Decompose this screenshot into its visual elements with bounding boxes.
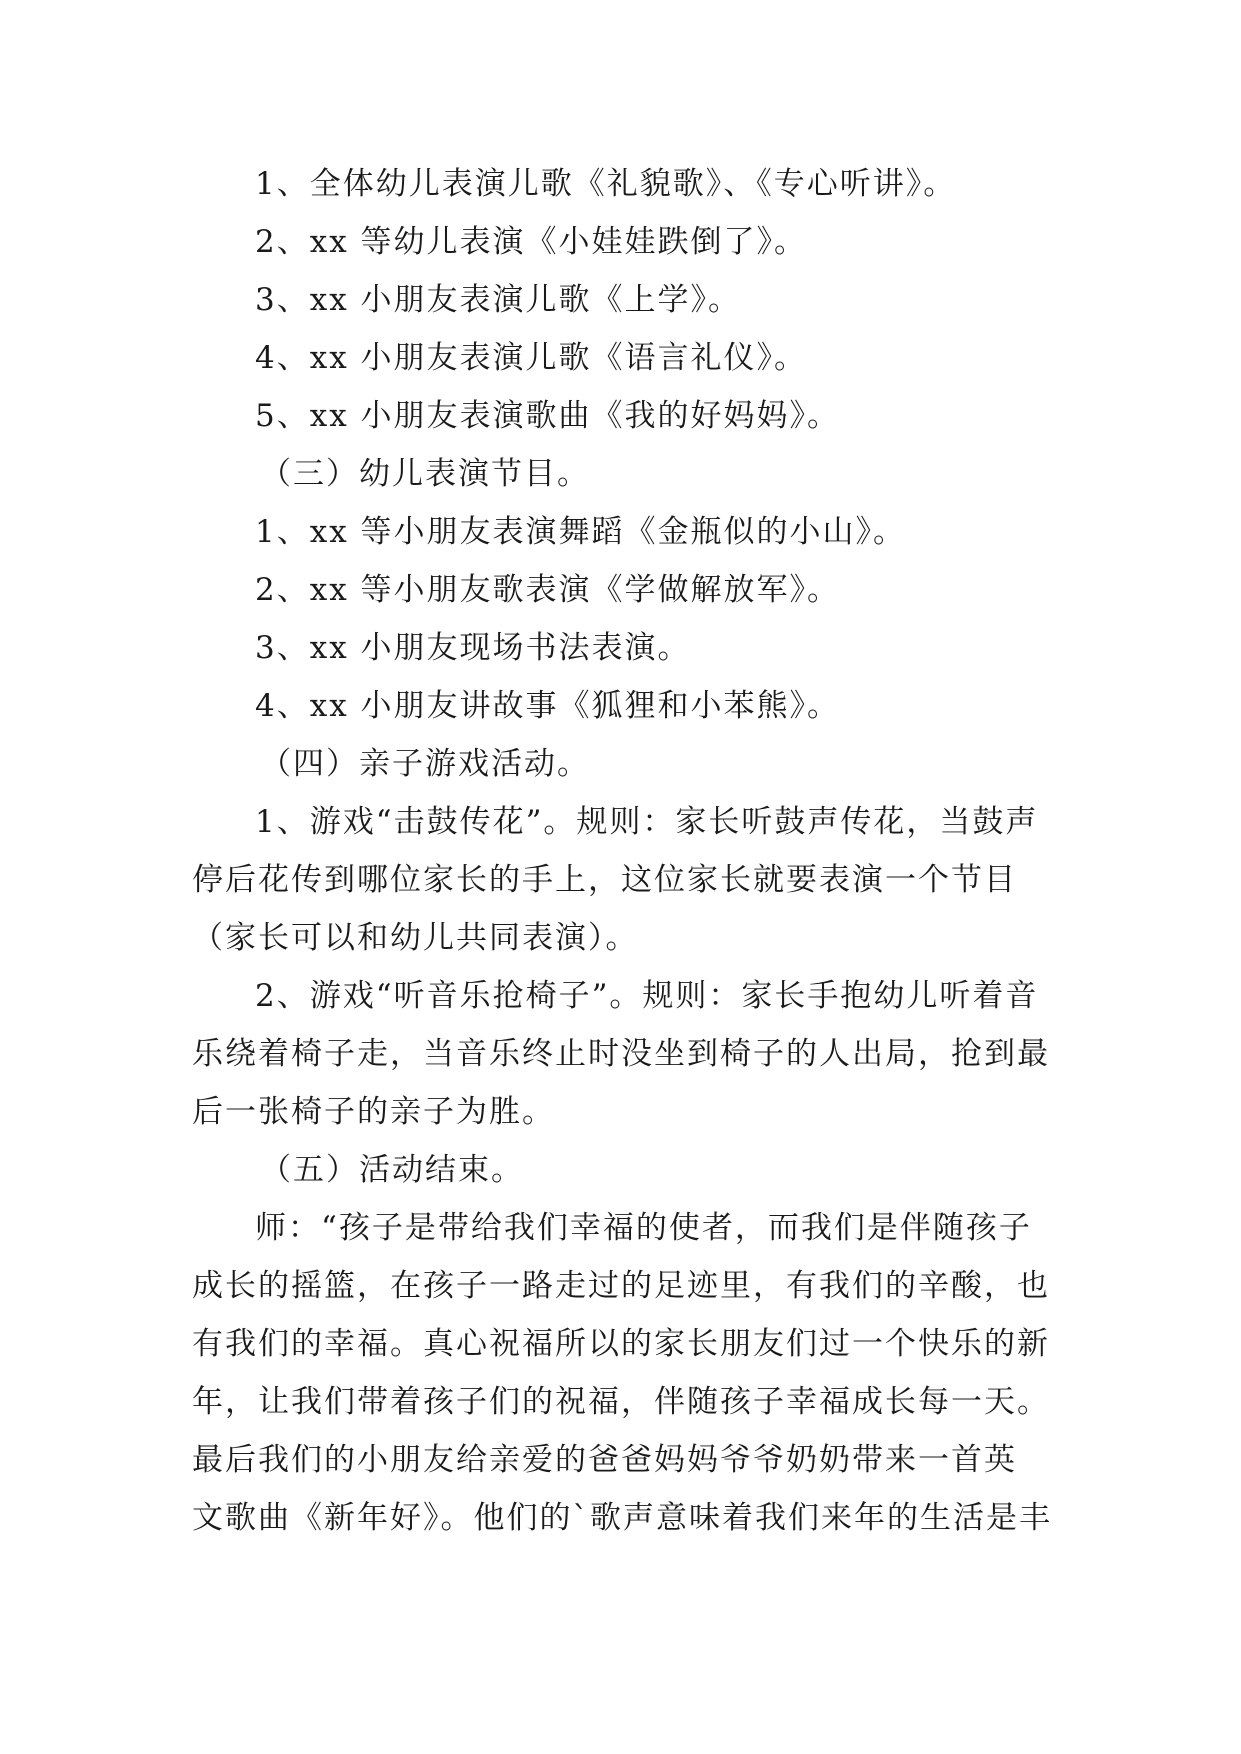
paragraph-line: 师：“孩子是带给我们幸福的使者，而我们是伴随孩子 [255,1210,1032,1246]
section-heading-5: （五）活动结束。 [260,1152,524,1188]
section-heading-3: （三）幼儿表演节目。 [260,456,590,492]
paragraph-line: 文歌曲《新年好》。他们的`歌声意味着我们来年的生活是丰 [192,1500,1052,1536]
paragraph-line: 2、游戏“听音乐抢椅子”。规则：家长手抱幼儿听着音 [255,978,1039,1014]
list-item-2: 2、xx 等幼儿表演《小娃娃跌倒了》。 [255,224,808,260]
paragraph-line: 成长的摇篮，在孩子一路走过的足迹里，有我们的辛酸，也 [192,1268,1050,1304]
section-heading-4: （四）亲子游戏活动。 [260,746,590,782]
list-item-6: 1、xx 等小朋友表演舞蹈《金瓶似的小山》。 [255,514,907,550]
list-item-7: 2、xx 等小朋友歌表演《学做解放军》。 [255,572,841,608]
list-item-8: 3、xx 小朋友现场书法表演。 [255,630,691,666]
list-item-3: 3、xx 小朋友表演儿歌《上学》。 [255,282,742,318]
paragraph-line: 最后我们的小朋友给亲爱的爸爸妈妈爷爷奶奶带来一首英 [192,1442,1017,1478]
paragraph-line: （家长可以和幼儿共同表演）。 [192,920,639,956]
list-item-1: 1、全体幼儿表演儿歌《礼貌歌》、《专心听讲》。 [255,166,957,202]
paragraph-line: 乐绕着椅子走，当音乐终止时没坐到椅子的人出局，抢到最 [192,1036,1050,1072]
paragraph-line: 后一张椅子的亲子为胜。 [192,1094,555,1130]
list-item-5: 5、xx 小朋友表演歌曲《我的好妈妈》。 [255,398,841,434]
paragraph-line: 年，让我们带着孩子们的祝福，伴随孩子幸福成长每一天。 [192,1384,1050,1420]
paragraph-line: 停后花传到哪位家长的手上，这位家长就要表演一个节目 [192,862,1017,898]
list-item-9: 4、xx 小朋友讲故事《狐狸和小苯熊》。 [255,688,841,724]
paragraph-line: 1、游戏“击鼓传花”。规则：家长听鼓声传花，当鼓声 [255,804,1039,840]
paragraph-line: 有我们的幸福。真心祝福所以的家长朋友们过一个快乐的新 [192,1326,1050,1362]
list-item-4: 4、xx 小朋友表演儿歌《语言礼仪》。 [255,340,808,376]
